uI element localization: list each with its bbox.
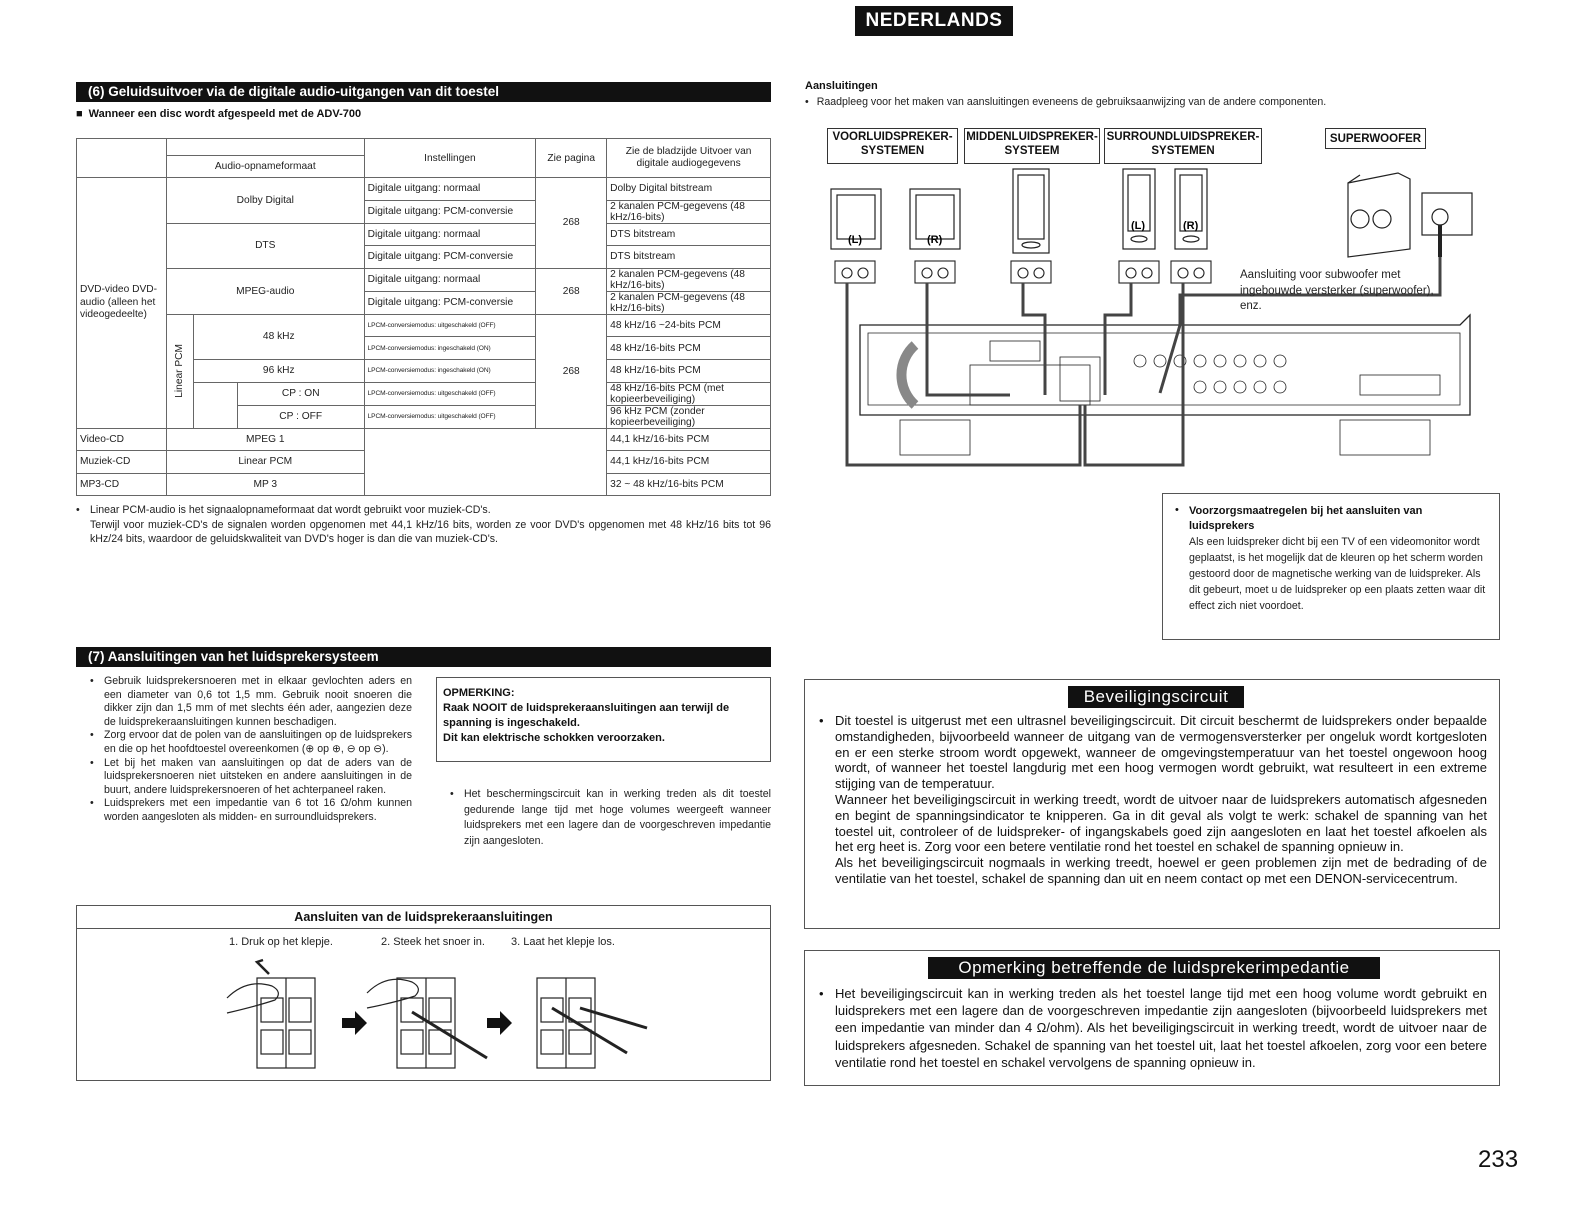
surround-label-line2: SYSTEMEN bbox=[1151, 145, 1215, 157]
arrow-right-icon bbox=[342, 1011, 367, 1035]
format-cp-off: CP : OFF bbox=[237, 405, 364, 428]
precautions-title: Voorzorgsmaatregelen bij het aansluiten van luidsprekers bbox=[1189, 505, 1423, 532]
speaker-terminals bbox=[835, 261, 1211, 283]
protection-circuit-body: • Dit toestel is uitgerust met een ultrasnel beveiligingscircuit. Dit circuit beschermt de luidsprekers onder bepaalde omstandigheden, bijvoorbeeld wanneer de uitgang van de vermogensversterker per ongeluk wordt kortgesloten en er een sterke stroom wordt opgewekt, wanneer de omgevingstemperatuur van het toestel ongewoon hoog wordt, of wanneer het toestel langdurig met een hoog vermogen wordt gebruikt, wat resulteert in een extreme stijging van de temperatuur. Wanneer het beveiligingscircuit in werking treedt, wordt de uitvoer naar de luidsprekers automatisch afgesneden en begint de spanningsindicator te knipperen. Ga in dit geval als volgt te werk: schakel de spanning van het toestel uit, controleer of de luidspreker- of ingangskabels goed zijn aangesloten en laat het toestel afkoelen als het erg heet is. Zorg voor een betere ventilatie rond het toestel en schakel de spanning opnieuw in. Als het beveiligingscircuit nogmaals in werking treedt, hoewel er geen problemen zijn met de bedrading of de ventilatie van het toestel, schakel de spanning dan uit en neem contact op met een DENON-servicecentrum. bbox=[819, 713, 1487, 886]
surround-left-label: (L) bbox=[1131, 220, 1146, 232]
output-cell: 48 kHz/16-bits PCM (met kopieerbeveiliging) bbox=[607, 382, 771, 405]
output-cell: 2 kanalen PCM-gegevens (48 kHz/16-bits) bbox=[607, 268, 771, 291]
connections-heading: Aansluitingen bbox=[805, 80, 878, 92]
arrow-right-icon bbox=[487, 1011, 512, 1035]
terminal-steps-illustration bbox=[217, 958, 657, 1073]
front-left-label: (L) bbox=[848, 234, 863, 246]
page-ref: 268 bbox=[536, 314, 607, 428]
format-mp3: MP 3 bbox=[166, 473, 364, 496]
terminal-step3-icon bbox=[537, 978, 647, 1068]
label-front-speakers bbox=[827, 128, 958, 164]
note-line-1: Linear PCM-audio is het signaalopnameformaat dat wordt gebruikt voor muziek-CD's. bbox=[90, 504, 491, 516]
list-item: • Zorg ervoor dat de polen van de aansluitingen op de luidsprekers en die op het hoofdtoestel overeenkomen (⊕ op ⊕, ⊖ op ⊖). bbox=[90, 729, 412, 756]
setting-cell: Digitale uitgang: normaal bbox=[364, 268, 536, 291]
connections-note: • Raadpleeg voor het maken van aansluitingen eveneens de gebruiksaanwijzing van de andere componenten. bbox=[805, 96, 1327, 108]
section-6-notes bbox=[76, 503, 771, 547]
output-cell: 96 kHz PCM (zonder kopieerbeveiliging) bbox=[607, 405, 771, 428]
output-cell: 2 kanalen PCM-gegevens (48 kHz/16-bits) bbox=[607, 291, 771, 314]
header-settings: Instellingen bbox=[364, 139, 536, 178]
impedance-box bbox=[804, 950, 1500, 1086]
step-1: 1. Druk op het klepje. bbox=[229, 936, 333, 948]
setting-cell: Digitale uitgang: PCM-conversie bbox=[364, 200, 536, 223]
terminal-step1-icon bbox=[227, 960, 315, 1068]
subwoofer-icon bbox=[1348, 173, 1472, 257]
section-7-title bbox=[76, 647, 771, 667]
terminals-title: Aansluiten van de luidsprekeraansluitingen bbox=[77, 906, 770, 929]
output-cell: 44,1 kHz/16-bits PCM bbox=[607, 451, 771, 474]
output-cell: Dolby Digital bitstream bbox=[607, 178, 771, 201]
setting-cell: LPCM-conversiemodus: uitgeschakeld (OFF) bbox=[364, 314, 536, 337]
linear-pcm-label: Linear PCM bbox=[166, 314, 193, 428]
setting-cell: Digitale uitgang: PCM-conversie bbox=[364, 246, 536, 269]
precautions-body: Als een luidspreker dicht bij een TV of een videomonitor wordt geplaatst, is het mogelijk dat de kleuren op het scherm worden gestoord door de magnetische werking van de luidspreker. Als dit gebeurt, moet u de luidspreker op een plaats zetten waar dit effect zich niet voordoet. bbox=[1189, 536, 1486, 612]
front-label-line1: VOORLUIDSPREKER- bbox=[832, 131, 953, 143]
surround-label-line1: SURROUNDLUIDSPREKER- bbox=[1106, 131, 1260, 143]
digital-output-table bbox=[76, 138, 771, 496]
center-label-line1: MIDDENLUIDSPREKER- bbox=[966, 131, 1098, 143]
step-2: 2. Steek het snoer in. bbox=[381, 936, 485, 948]
surround-right-speaker-icon bbox=[1175, 169, 1207, 249]
label-center-speaker bbox=[964, 128, 1100, 164]
page-ref: 268 bbox=[536, 268, 607, 314]
front-label-line2: SYSTEMEN bbox=[860, 145, 925, 157]
impedance-title: Opmerking betreffende de luidsprekerimpedantie bbox=[928, 957, 1380, 979]
format-mpeg: MPEG-audio bbox=[166, 268, 364, 314]
list-item: • Luidsprekers met een impedantie van 6 tot 16 Ω/ohm kunnen worden aangesloten als midden- en surroundluidsprekers. bbox=[90, 797, 412, 824]
indent-cell bbox=[193, 382, 237, 428]
label-subwoofer: SUPERWOOFER bbox=[1325, 128, 1426, 149]
page-number: 233 bbox=[1478, 1146, 1519, 1173]
format-96khz: 96 kHz bbox=[193, 359, 364, 382]
format-cp-on: CP : ON bbox=[237, 382, 364, 405]
output-cell: 48 kHz/16-bits PCM bbox=[607, 359, 771, 382]
list-item: • Gebruik luidsprekersnoeren met in elkaar gevlochten aders en een diameter van 0,6 tot 1,5 mm. Gebruik nooit snoeren die dikker zijn dan 1,5 mm of met slechts één ader, aangezien deze de luidsprekeraansluitingen kunnen beschadigen. bbox=[90, 675, 412, 729]
page-ref: 268 bbox=[536, 178, 607, 269]
protection-circuit-p1: Dit toestel is uitgerust met een ultrasnel beveiligingscircuit. Dit circuit beschermt de luidsprekers onder bepaalde omstandigheden, bijvoorbeeld wanneer de uitgang van de vermogensversterker per ongeluk wordt kortgesloten en er een sterke stroom wordt opgewekt, wanneer de omgevingstemperatuur van het toestel ongewoon hoog wordt, of wanneer het toestel langdurig met een hoog vermogen wordt gebruikt, wat resulteert in een extreme stijging van de temperatuur. bbox=[835, 713, 1487, 792]
front-right-label: (R) bbox=[927, 234, 943, 246]
output-cell: 44,1 kHz/16-bits PCM bbox=[607, 428, 771, 451]
terminals-box bbox=[76, 905, 771, 1081]
group-dvd: DVD-video DVD-audio (alleen het videogedeelte) bbox=[77, 178, 167, 429]
header-format: Audio-opnameformaat bbox=[166, 156, 364, 178]
section-6-title bbox=[76, 82, 771, 102]
receiver-rear-panel bbox=[860, 315, 1470, 455]
list-item: • Let bij het maken van aansluitingen op dat de aders van de luidsprekersnoeren niet uitsteken en andere aansluitingen in de buurt, andere luidsprekersnoeren of het achterpaneel raken. bbox=[90, 757, 412, 798]
group-music-cd: Muziek-CD bbox=[77, 451, 167, 474]
output-cell: 48 kHz/16-bits PCM bbox=[607, 337, 771, 360]
section-7-title-text: (7) Aansluitingen van het luidsprekersysteem bbox=[88, 649, 379, 664]
terminal-step2-icon bbox=[367, 978, 487, 1068]
table-corner-cell bbox=[77, 139, 167, 178]
precautions-box: • Voorzorgsmaatregelen bij het aansluiten van luidsprekers Als een luidspreker dicht bij een TV of een videomonitor wordt geplaatst, is het mogelijk dat de kleuren op het scherm worden gestoord door de magnetische werking van de luidspreker. Als dit gebeurt, moet u de luidspreker op een plaats zetten waar dit effect zich niet voordoet. bbox=[1162, 493, 1500, 640]
protection-bullet bbox=[436, 787, 771, 849]
group-mp3-cd: MP3-CD bbox=[77, 473, 167, 496]
output-cell: DTS bitstream bbox=[607, 223, 771, 246]
format-dolby: Dolby Digital bbox=[166, 178, 364, 224]
center-speaker-icon bbox=[1013, 169, 1049, 253]
protection-circuit-p3: Als het beveiligingscircuit nogmaals in werking treedt, hoewel er geen problemen zijn met de bedrading of de ventilatie van het toestel, schakel de spanning dan uit en neem contact op met een DENON-servicecentrum. bbox=[835, 855, 1487, 886]
format-48khz: 48 kHz bbox=[193, 314, 364, 359]
setting-cell: Digitale uitgang: normaal bbox=[364, 223, 536, 246]
warning-box bbox=[436, 677, 771, 762]
section-7-bullets bbox=[76, 675, 412, 825]
protection-circuit-title: Beveiligingscircuit bbox=[1068, 686, 1244, 708]
header-page: Zie pagina bbox=[536, 139, 607, 178]
note-linear-pcm: • Linear PCM-audio is het signaalopnameformaat dat wordt gebruikt voor muziek-CD's. Terwijl voor muziek-CD's de signalen worden opgenomen met 44,1 kHz/16 bits, worden ze voor DVD's opgenomen met 48 kHz/16 bits tot 96 kHz/24 bits, waardoor de geluidskwaliteit van DVD's hoger is dan die van muziek-CD's. bbox=[76, 504, 771, 545]
warning-line-1: Raak NOOIT de luidsprekeraansluitingen aan terwijl de spanning is ingeschakeld. bbox=[443, 702, 730, 729]
setting-cell: LPCM-conversiemodus: uitgeschakeld (OFF) bbox=[364, 382, 536, 405]
setting-cell: LPCM-conversiemodus: uitgeschakeld (OFF) bbox=[364, 405, 536, 428]
section-6-title-text: (6) Geluidsuitvoer via de digitale audio-uitgangen van dit toestel bbox=[88, 84, 500, 99]
setting-cell: LPCM-conversiemodus: ingeschakeld (ON) bbox=[364, 337, 536, 360]
table-header-spacer bbox=[166, 139, 364, 156]
format-linear-pcm: Linear PCM bbox=[166, 451, 364, 474]
output-cell: 48 kHz/16 ~24-bits PCM bbox=[607, 314, 771, 337]
warning-line-2: Dit kan elektrische schokken veroorzaken. bbox=[443, 732, 665, 744]
setting-cell: Digitale uitgang: PCM-conversie bbox=[364, 291, 536, 314]
format-mpeg1: MPEG 1 bbox=[166, 428, 364, 451]
output-cell: 2 kanalen PCM-gegevens (48 kHz/16-bits) bbox=[607, 200, 771, 223]
empty-cell bbox=[364, 428, 607, 496]
setting-cell: Digitale uitgang: normaal bbox=[364, 178, 536, 201]
speaker-wiring-diagram bbox=[820, 165, 1510, 485]
impedance-body: Het beveiligingscircuit kan in werking treden als het toestel lange tijd met een hoog volume wordt gebruikt en luidsprekers met een lagere dan de voorgeschreven impedantie zijn aangesloten (bijvoorbeeld luidsprekers met een impedantie van minder dan 4 Ω/ohm). Als het beveiligingscircuit in werking treedt, wordt de uitvoer naar de luidsprekers afgesneden. Schakel de spanning van het toestel uit, laat het toestel afkoelen, zorg voor een betere ventilatie rond het toestel en schakel vervolgens de spanning opnieuw in. bbox=[835, 986, 1487, 1070]
header-output: Zie de bladzijde Uitvoer van digitale audiogegevens bbox=[607, 139, 771, 178]
setting-cell: LPCM-conversiemodus: ingeschakeld (ON) bbox=[364, 359, 536, 382]
protection-circuit-box bbox=[804, 679, 1500, 929]
note-line-2: Terwijl voor muziek-CD's de signalen worden opgenomen met 44,1 kHz/16 bits, worden ze voor DVD's opgenomen met 48 kHz/16 bits tot 96 kHz/24 bits, waardoor de geluidskwaliteit van DVD's hoger is dan die van muziek-CD's. bbox=[90, 518, 771, 545]
group-video-cd: Video-CD bbox=[77, 428, 167, 451]
step-3: 3. Laat het klepje los. bbox=[511, 936, 615, 948]
protection-circuit-p2: Wanneer het beveiligingscircuit in werking treedt, wordt de uitvoer naar de luidsprekers automatisch afgesneden en begint de spanningsindicator te knipperen. Ga in dit geval als volgt te werk: schakel de spanning van het toestel uit, controleer of de luidspreker- of ingangskabels goed zijn aangesloten en laat het toestel afkoelen als het erg heet is. Zorg voor een betere ventilatie rond het toestel en schakel de spanning opnieuw in. bbox=[835, 791, 1487, 855]
output-cell: DTS bitstream bbox=[607, 246, 771, 269]
section-6-subheading: ■ Wanneer een disc wordt afgespeeld met de ADV-700 bbox=[76, 108, 361, 120]
surround-right-label: (R) bbox=[1183, 220, 1199, 232]
format-dts: DTS bbox=[166, 223, 364, 268]
surround-left-speaker-icon bbox=[1123, 169, 1155, 249]
output-cell: 32 ~ 48 kHz/16-bits PCM bbox=[607, 473, 771, 496]
language-tab: NEDERLANDS bbox=[855, 6, 1013, 36]
connections-note-text: Raadpleeg voor het maken van aansluitingen eveneens de gebruiksaanwijzing van de andere componenten. bbox=[816, 96, 1327, 108]
warning-title: OPMERKING: bbox=[443, 687, 515, 699]
label-surround-speakers bbox=[1104, 128, 1262, 164]
list-item: • Het beschermingscircuit kan in werking treden als dit toestel gedurende lange tijd met hoge volumes weergeeft wanneer luidsprekers met een lagere dan de voorgeschreven impedantie zijn aangesloten. bbox=[450, 787, 771, 849]
impedance-body-wrap: • Het beveiligingscircuit kan in werking treden als het toestel lange tijd met een hoog volume wordt gebruikt en luidsprekers met een lagere dan de voorgeschreven impedantie zijn aangesloten (bijvoorbeeld luidsprekers met een impedantie van minder dan 4 Ω/ohm). Als het beveiligingscircuit in werking treedt, wordt de uitvoer naar de luidsprekers afgesneden. Schakel de spanning van het toestel uit, laat het toestel afkoelen, zorg voor een betere ventilatie rond het toestel en schakel vervolgens de spanning opnieuw in. bbox=[819, 986, 1487, 1070]
subwoofer-note: Aansluiting voor subwoofer met ingebouwde versterker (superwoofer), enz. bbox=[1240, 269, 1434, 312]
center-label-line2: SYSTEEM bbox=[1004, 145, 1060, 157]
